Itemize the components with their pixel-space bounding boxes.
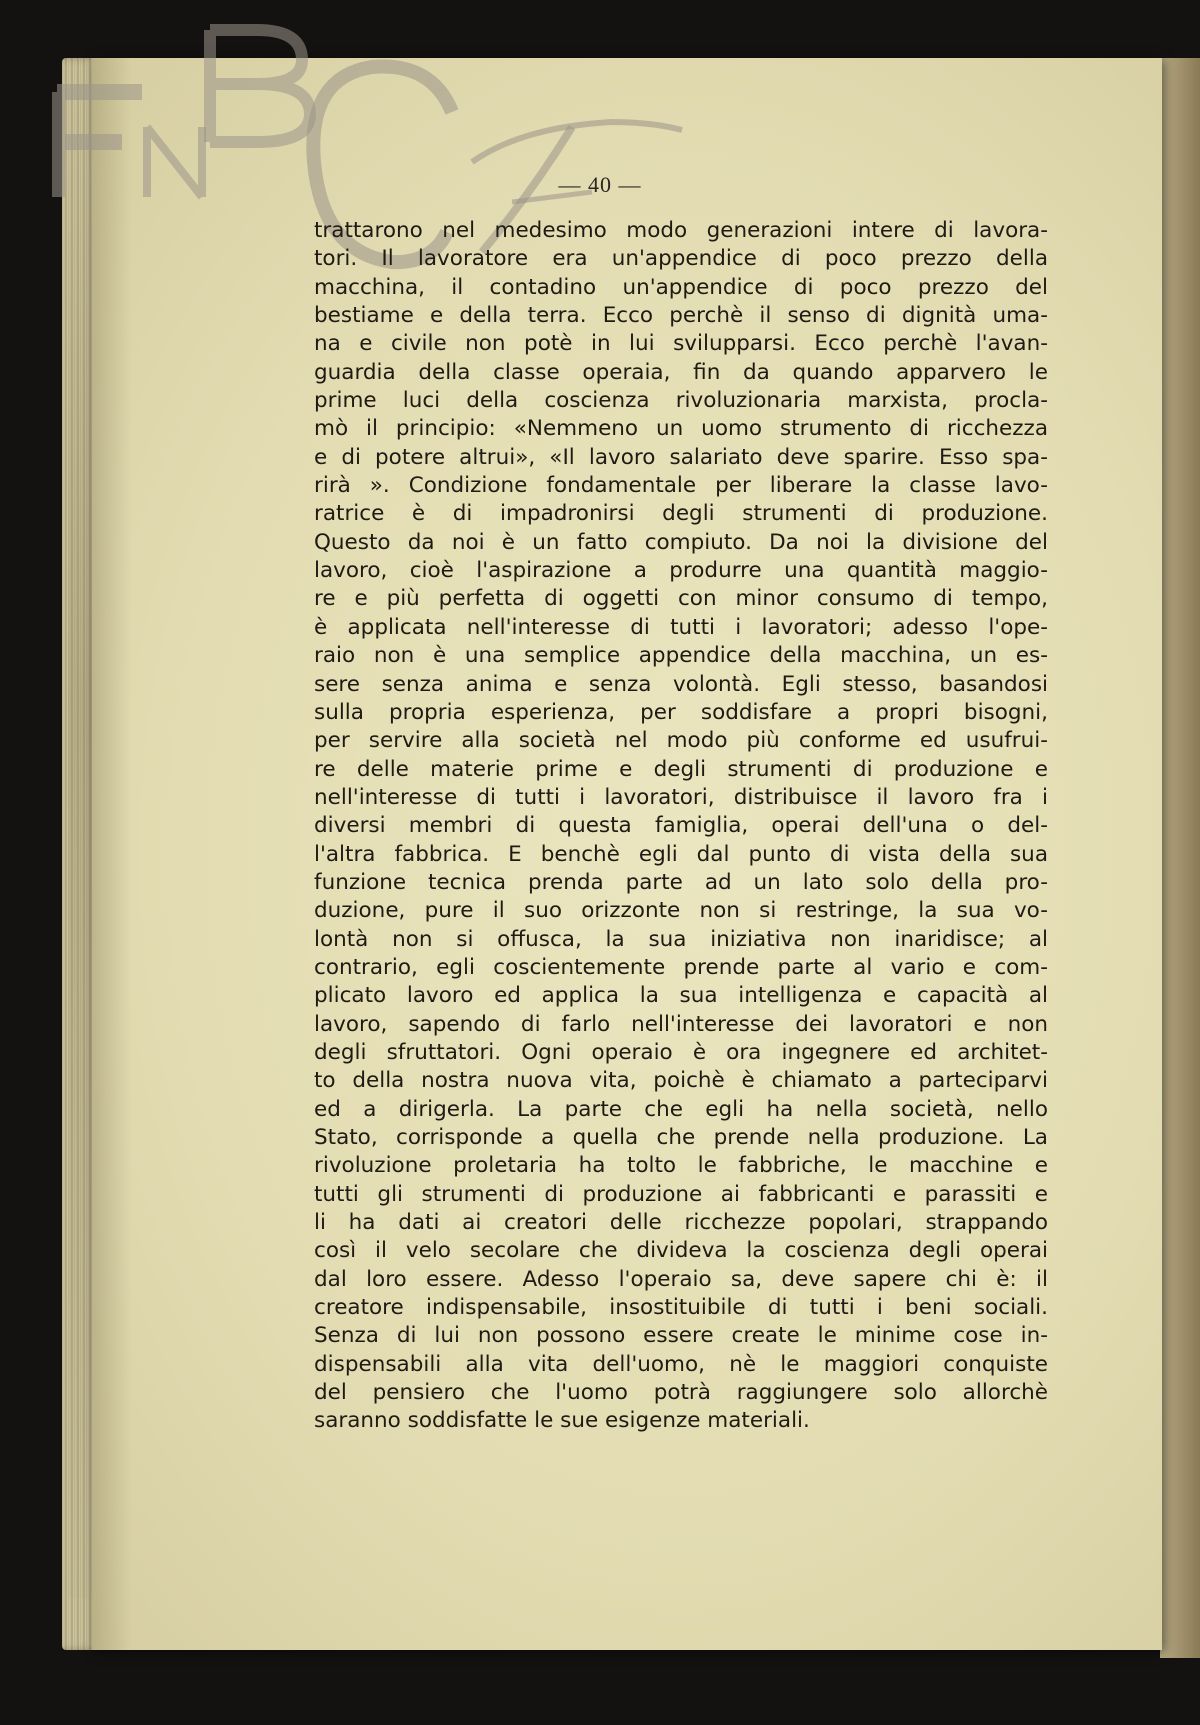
text-line: Senza di lui non possono essere create le minime cose in-	[314, 1323, 1048, 1349]
text-line: funzione tecnica prenda parte ad un lato solo della pro-	[314, 869, 1048, 895]
text-line: lavoro, cioè l'aspirazione a produrre una quantità maggio-	[314, 558, 1048, 584]
text-line: tutti gli strumenti di produzione ai fabbricanti e parassiti e	[314, 1181, 1048, 1207]
text-line: bestiame e della terra. Ecco perchè il senso di dignità uma-	[314, 303, 1048, 329]
text-line: del pensiero che l'uomo potrà raggiungere solo allorchè	[314, 1380, 1048, 1406]
text-line: così il velo secolare che divideva la coscienza degli operai	[314, 1238, 1048, 1264]
text-line: macchina, il contadino un'appendice di poco prezzo del	[314, 274, 1048, 300]
text-line: lontà non si offusca, la sua iniziativa non inaridisce; al	[314, 926, 1048, 952]
text-line: saranno soddisfatte le sue esigenze materiali.	[314, 1408, 810, 1434]
text-line: degli sfruttatori. Ogni operaio è ora ingegnere ed architet-	[314, 1039, 1048, 1065]
text-line: per servire alla società nel modo più conforme ed usufrui-	[314, 728, 1048, 754]
text-line: è applicata nell'interesse di tutti i lavoratori; adesso l'ope-	[314, 614, 1048, 640]
text-line: l'altra fabbrica. E benchè egli dal punto di vista della sua	[314, 841, 1048, 867]
text-line: re delle materie prime e degli strumenti di produzione e	[314, 756, 1048, 782]
text-line: raio non è una semplice appendice della macchina, un es-	[314, 643, 1048, 669]
text-line: rirà ». Condizione fondamentale per liberare la classe lavo-	[314, 473, 1048, 499]
text-line: diversi membri di questa famiglia, operai dell'una o del-	[314, 813, 1048, 839]
text-line: plicato lavoro ed applica la sua intelligenza e capacità al	[314, 983, 1048, 1009]
text-line: mò il principio: «Nemmeno un uomo strumento di ricchezza	[314, 416, 1048, 442]
text-line: creatore indispensabile, insostituibile di tutti i beni sociali.	[314, 1295, 1048, 1321]
text-line: ratrice è di impadronirsi degli strumenti di produzione.	[314, 501, 1048, 527]
page-stain	[92, 58, 132, 1650]
text-line: prime luci della coscienza rivoluzionaria marxista, procla-	[314, 388, 1048, 414]
book-right-edge	[1160, 58, 1200, 1658]
text-line: nell'interesse di tutti i lavoratori, distribuisce il lavoro fra i	[314, 784, 1048, 810]
text-line: re e più perfetta di oggetti con minor consumo di tempo,	[314, 586, 1048, 612]
text-line: ed a dirigerla. La parte che egli ha nella società, nello	[314, 1096, 1048, 1122]
text-line: Questo da noi è un fatto compiuto. Da noi la divisione del	[314, 529, 1048, 555]
text-line: rivoluzione proletaria ha tolto le fabbriche, le macchine e	[314, 1153, 1048, 1179]
body-text	[314, 217, 1048, 1436]
text-line: lavoro, sapendo di farlo nell'interesse dei lavoratori e non	[314, 1011, 1048, 1037]
text-line: guardia della classe operaia, fin da quando apparvero le	[314, 359, 1048, 385]
text-line: trattarono nel medesimo modo generazioni intere di lavora-	[314, 218, 1048, 243]
text-line: duzione, pure il suo orizzonte non si restringe, la sua vo-	[314, 898, 1048, 924]
page-number: — 40 —	[558, 172, 642, 197]
text-line: tori. Il lavoratore era un'appendice di poco prezzo della	[314, 246, 1048, 272]
text-line: sere senza anima e senza volontà. Egli stesso, basandosi	[314, 671, 1048, 697]
text-line: dal loro essere. Adesso l'operaio sa, deve sapere chi è: il	[314, 1266, 1048, 1292]
text-line: dispensabili alla vita dell'uomo, nè le maggiori conquiste	[314, 1351, 1048, 1377]
text-line: sulla propria esperienza, per soddisfare a propri bisogni,	[314, 699, 1048, 725]
text-line: li ha dati ai creatori delle ricchezze popolari, strappando	[314, 1210, 1048, 1236]
text-line: to della nostra nuova vita, poichè è chiamato a parteciparvi	[314, 1068, 1048, 1094]
text-line: na e civile non potè in lui svilupparsi. Ecco perchè l'avan-	[314, 331, 1048, 357]
text-line: e di potere altrui», «Il lavoro salariato deve sparire. Esso spa-	[314, 444, 1048, 470]
text-line: contrario, egli coscientemente prende parte al vario e com-	[314, 954, 1048, 980]
text-line: Stato, corrisponde a quella che prende nella produzione. La	[314, 1125, 1048, 1150]
